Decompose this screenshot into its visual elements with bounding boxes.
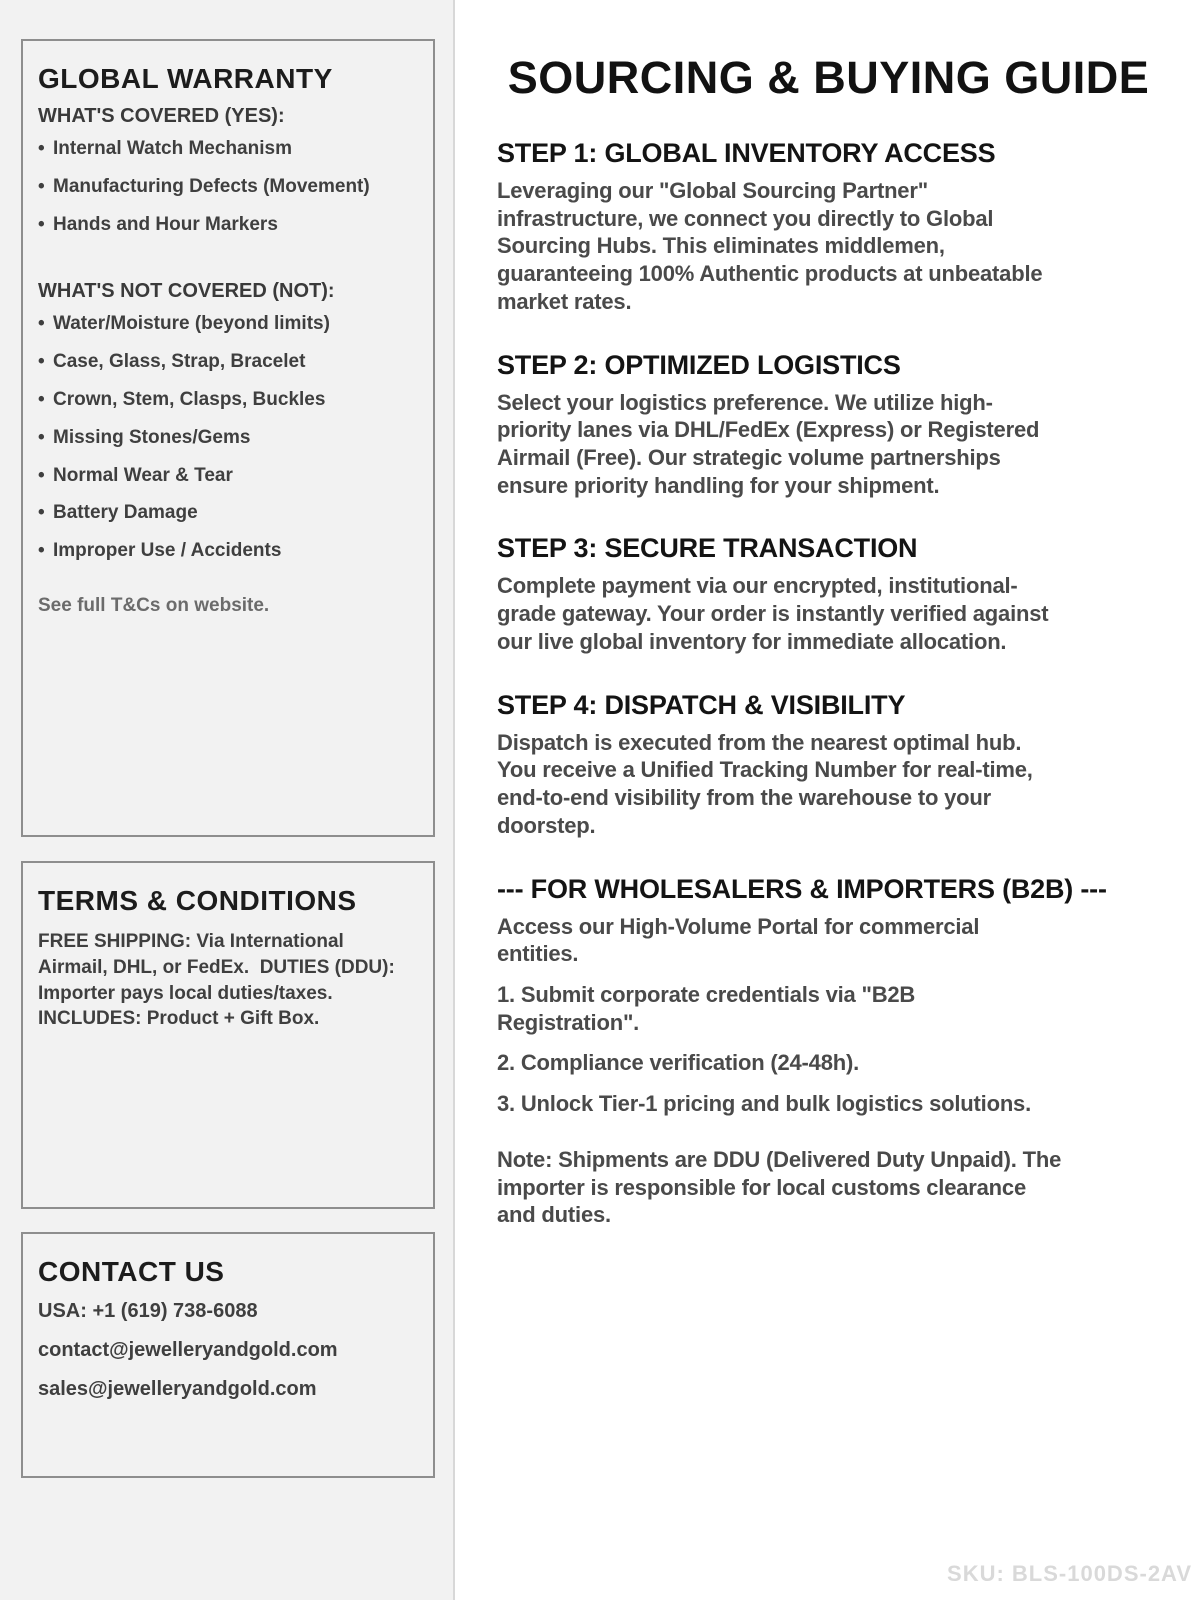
terms-title: TERMS & CONDITIONS [38, 885, 357, 916]
step-3-section [497, 533, 1160, 655]
warranty-title: GLOBAL WARRANTY [38, 63, 333, 94]
terms-body: FREE SHIPPING: Via International Airmail, DHL, or FedEx. DUTIES (DDU): Importer pays local duties/taxes. INCLUDES: Product + Gift Box. [38, 931, 401, 1030]
warranty-covered-item: • Hands and Hour Markers [38, 214, 417, 237]
contact-box [21, 1232, 435, 1478]
step-3-heading: STEP 3: SECURE TRANSACTION [497, 533, 918, 564]
step-3-body: Complete payment via our encrypted, institutional-grade gateway. Your order is instantly verified against our live global inventory for immediate allocation. [497, 573, 1049, 654]
b2b-intro: Access our High-Volume Portal for commercial entities. [497, 913, 980, 967]
contact-title: CONTACT US [38, 1256, 225, 1287]
warranty-not-covered-item: • Missing Stones/Gems [38, 427, 417, 450]
warranty-not-covered-item: • Water/Moisture (beyond limits) [38, 313, 417, 336]
warranty-not-covered-item: • Normal Wear & Tear [38, 465, 417, 488]
contact-email: contact@jewelleryandgold.com [38, 1339, 338, 1361]
warranty-covered-item: • Internal Watch Mechanism [38, 138, 417, 161]
contact-phone: USA: +1 (619) 738-6088 [38, 1300, 258, 1322]
b2b-item-2: 2. Compliance verification (24-48h). [497, 1050, 860, 1076]
warranty-not-covered-item: • Battery Damage [38, 502, 417, 525]
warranty-not-covered-item: • Improper Use / Accidents [38, 540, 417, 563]
step-4-body: Dispatch is executed from the nearest optimal hub. You receive a Unified Tracking Number for real-time, end-to-end visibility from the warehouse to your doorstep. [497, 729, 1033, 838]
step-4-section [497, 690, 1160, 840]
step-4-heading: STEP 4: DISPATCH & VISIBILITY [497, 689, 906, 720]
b2b-item-1: 1. Submit corporate credentials via "B2B Registration". [497, 981, 916, 1035]
step-2-section [497, 350, 1160, 500]
warranty-covered-list [38, 138, 417, 236]
sales-email: sales@jewelleryandgold.com [38, 1378, 317, 1400]
b2b-heading: --- FOR WHOLESALERS & IMPORTERS (B2B) --- [497, 873, 1107, 904]
warranty-footnote: See full T&Cs on website. [38, 594, 270, 616]
warranty-not-covered-item: • Case, Glass, Strap, Bracelet [38, 351, 417, 374]
warranty-not-covered-title: WHAT'S NOT COVERED (NOT): [38, 280, 335, 303]
b2b-item-3: 3. Unlock Tier-1 pricing and bulk logistics solutions. [497, 1091, 1032, 1117]
warranty-covered-title: WHAT'S COVERED (YES): [38, 105, 285, 127]
warranty-not-covered-list [38, 313, 417, 563]
sourcing-guide-main [455, 0, 1200, 1600]
terms-conditions-box [21, 861, 435, 1209]
warranty-covered-item: • Manufacturing Defects (Movement) [38, 176, 417, 199]
sidebar [0, 0, 455, 1600]
ddu-note: Note: Shipments are DDU (Delivered Duty Unpaid). The importer is responsible for local customs clearance and duties. [497, 1146, 1062, 1228]
step-2-heading: STEP 2: OPTIMIZED LOGISTICS [497, 349, 901, 380]
step-1-section [497, 138, 1160, 316]
b2b-section [497, 874, 1160, 1229]
step-2-body: Select your logistics preference. We utilize high-priority lanes via DHL/FedEx (Express) or Registered Airmail (Free). Our strategic volume partnerships ensure priority handling for your shipment. [497, 389, 1040, 498]
warranty-not-covered-item: • Crown, Stem, Clasps, Buckles [38, 389, 417, 412]
global-warranty-box [21, 39, 435, 837]
step-1-heading: STEP 1: GLOBAL INVENTORY ACCESS [497, 138, 996, 168]
step-1-body: Leveraging our "Global Sourcing Partner" infrastructure, we connect you directly to Global Sourcing Hubs. This eliminates middlemen, guaranteeing 100% Authentic products at unbeatable market rates. [497, 178, 1043, 314]
sku-label: SKU: BLS-100DS-2AV [947, 1561, 1192, 1586]
page-title: SOURCING & BUYING GUIDE [507, 52, 1150, 103]
